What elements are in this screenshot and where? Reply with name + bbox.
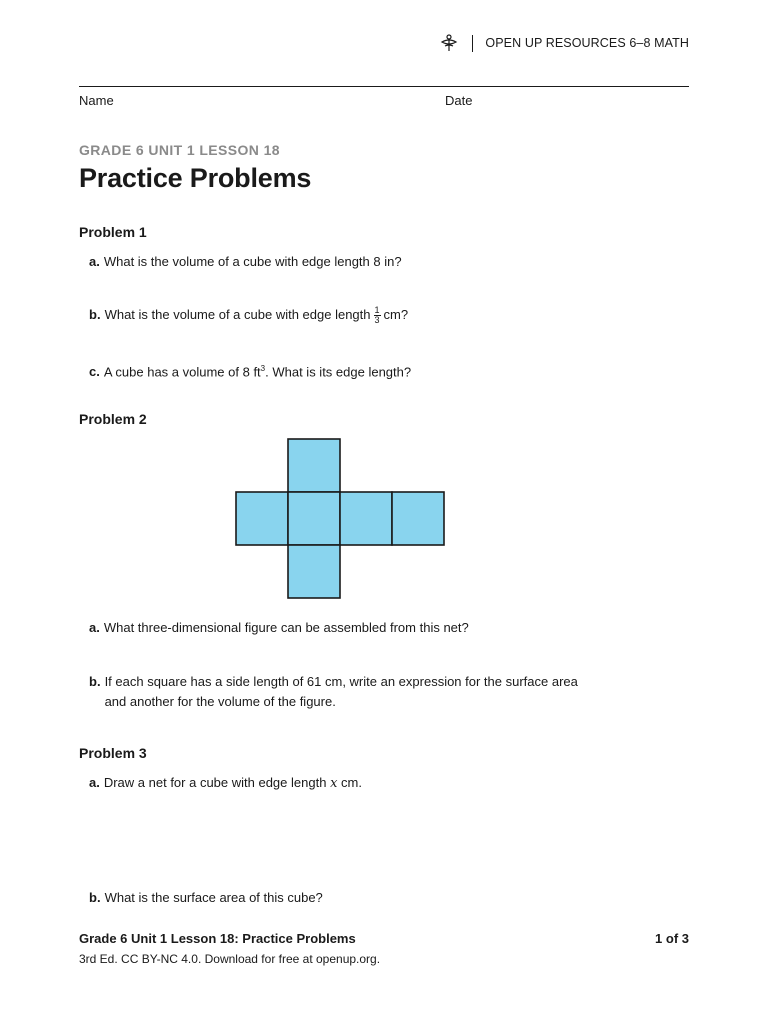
name-date-rule [79, 86, 689, 87]
fraction-numerator: 1 [374, 305, 380, 316]
part-label: b. [89, 674, 101, 689]
footer-title: Grade 6 Unit 1 Lesson 18: Practice Problems [79, 931, 356, 946]
header-brand [440, 34, 689, 52]
net-square [288, 439, 340, 492]
net-square [340, 492, 392, 545]
part-label: a. [89, 254, 100, 269]
problem-2b [89, 672, 609, 712]
question-text: Draw a net for a cube with edge length [103, 775, 327, 790]
page-number: 1 of 3 [655, 931, 689, 946]
problem-2a [89, 618, 609, 638]
variable-x: x [330, 776, 338, 791]
problem-1c [89, 359, 609, 382]
net-square [392, 492, 444, 545]
fraction-denominator: 3 [374, 315, 380, 326]
problem-3b [89, 888, 609, 908]
part-label: a. [89, 620, 100, 635]
footer-license: 3rd Ed. CC BY-NC 4.0. Download for free at openup.org. [79, 952, 381, 966]
header-divider [472, 35, 473, 52]
net-square [288, 545, 340, 598]
exponent: 3 [260, 364, 266, 373]
problem-1b [89, 305, 609, 325]
fraction [374, 306, 381, 325]
question-text-end: cm? [383, 307, 409, 322]
problem-1a [89, 252, 609, 272]
question-text: If each square has a side length of 61 cm, write an expression for the surface area and another for the volume of the figure. [104, 674, 578, 709]
page-title: Practice Problems [79, 163, 312, 193]
question-text: A cube has a volume of 8 ft [103, 364, 261, 380]
question-text: What is the surface area of this cube? [104, 890, 323, 905]
open-up-logo-icon [440, 34, 458, 52]
net-square [288, 492, 340, 545]
date-label: Date [445, 93, 473, 108]
question-text: What three-dimensional figure can be assembled from this net? [103, 620, 469, 635]
question-text: What is the volume of a cube with edge length 8 in? [103, 254, 402, 269]
brand-text: OPEN UP RESOURCES 6–8 MATH [485, 36, 689, 50]
problem-2-heading: Problem 2 [79, 411, 147, 427]
question-text-end: cm. [341, 775, 362, 790]
part-label: c. [89, 364, 100, 380]
cube-net-figure [235, 438, 445, 601]
part-label: a. [89, 775, 100, 790]
problem-3-heading: Problem 3 [79, 745, 147, 761]
problem-3a [89, 773, 609, 794]
question-text-end: . What is its edge length? [265, 364, 412, 380]
question-text: What is the volume of a cube with edge length [104, 307, 371, 322]
problem-1-heading: Problem 1 [79, 224, 147, 240]
lesson-eyebrow: GRADE 6 UNIT 1 LESSON 18 [79, 142, 280, 158]
part-label: b. [89, 890, 101, 905]
name-label: Name [79, 93, 114, 108]
net-square [236, 492, 288, 545]
part-label: b. [89, 307, 101, 322]
